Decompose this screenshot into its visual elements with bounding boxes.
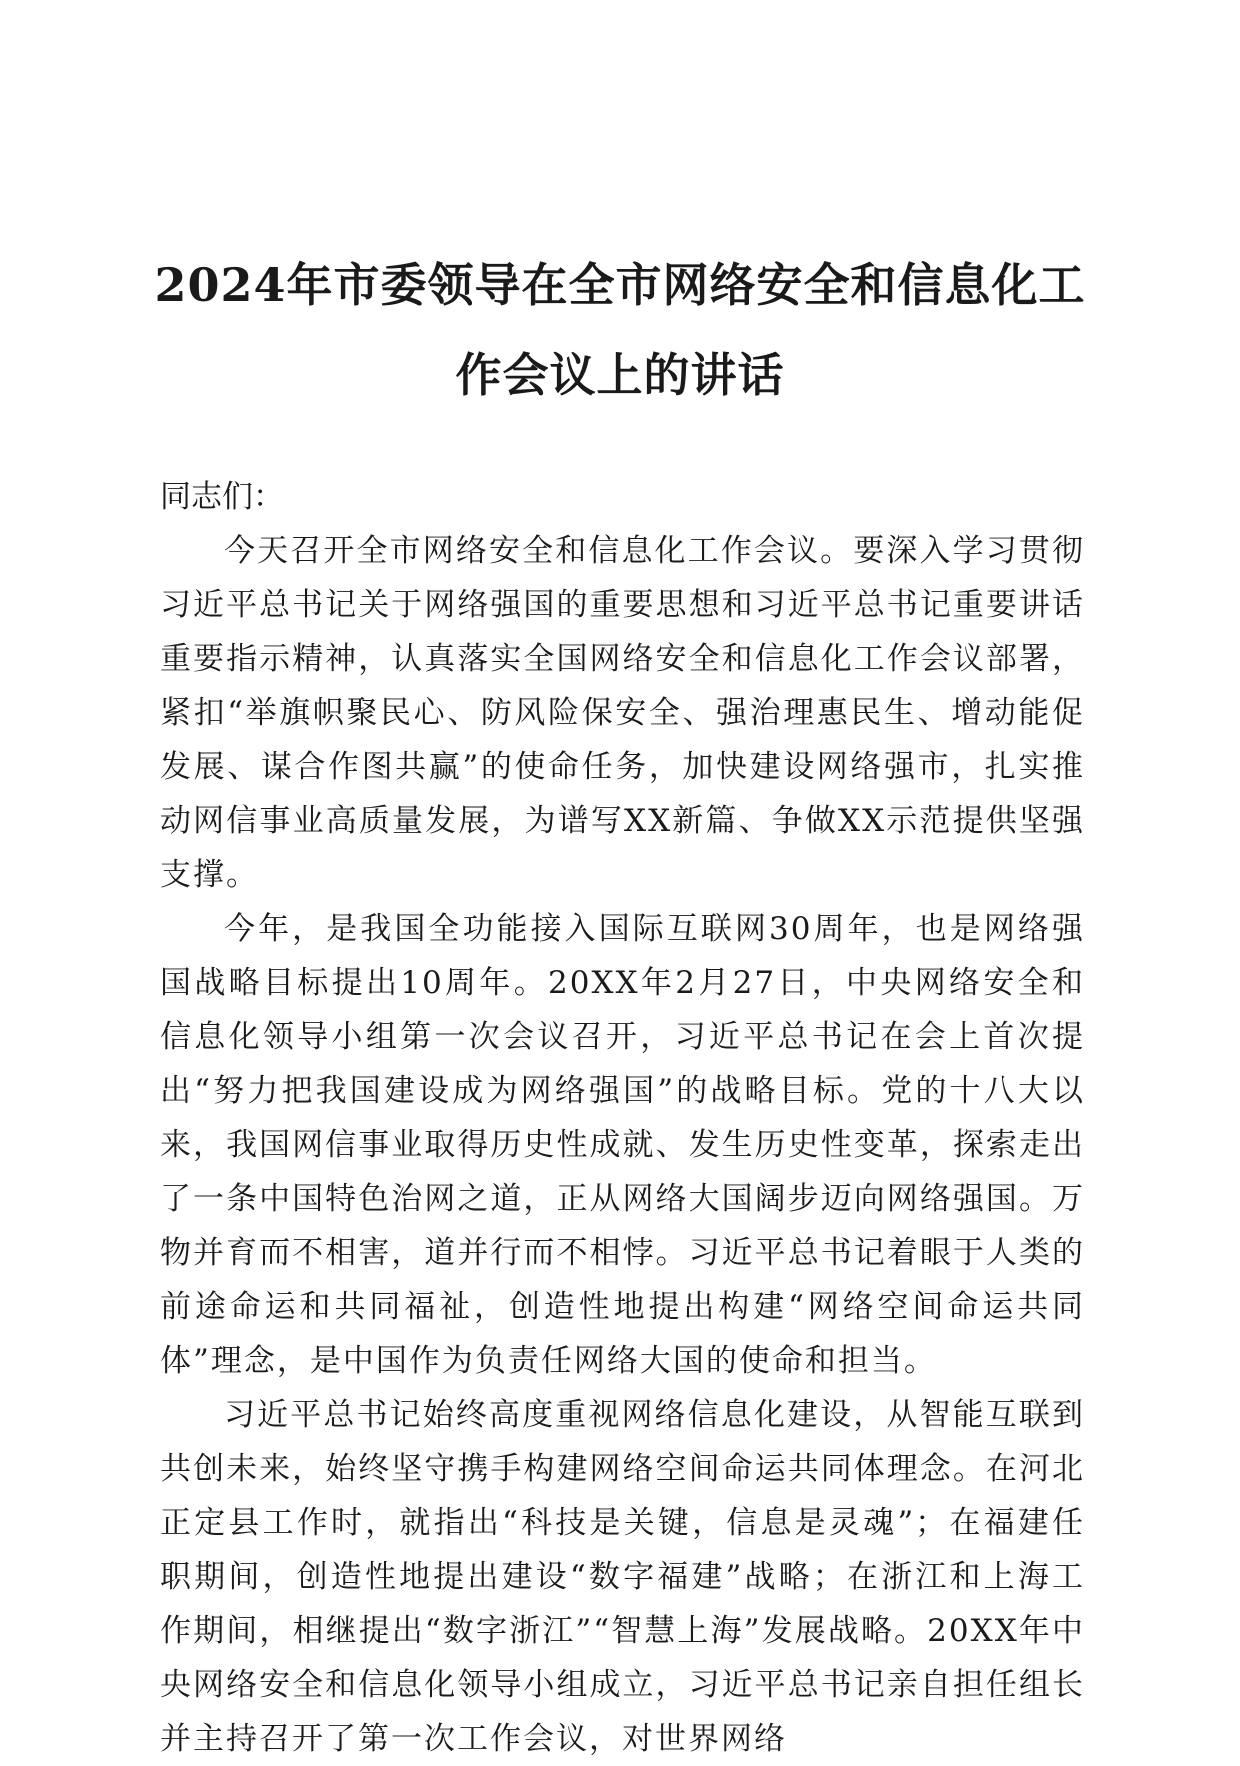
paragraph-2: 今年，是我国全功能接入国际互联网30周年，也是网络强国战略目标提出10周年。20XX年2月27日，中央网络安全和信息化领导小组第一次会议召开，习近平总书记在会上首次提出“努力把我国建设成为网络强国”的战略目标。党的十八大以来，我国网信事业取得历史性成就、发生历史性变革，探索走出了一条中国特色治网之道，正从网络大国阔步迈向网络强国。万物并育而不相害，道并行而不相悖。习近平总书记着眼于人类的前途命运和共同福祉，创造性地提出构建“网络空间命运共同体”理念，是中国作为负责任网络大国的使命和担当。 (160, 911, 1085, 1379)
document-title (150, 240, 1090, 420)
title-line-2: 作会议上的讲话 (455, 348, 785, 402)
paragraph-1: 今天召开全市网络安全和信息化工作会议。要深入学习贯彻习近平总书记关于网络强国的重要思想和习近平总书记重要讲话重要指示精神，认真落实全国网络安全和信息化工作会议部署，紧扣“举旗帜聚民心、防风险保安全、强治理惠民生、增动能促发展、谋合作图共赢”的使命任务，加快建设网络强市，扎实推动网信事业高质量发展，为谱写XX新篇、争做XX示范提供坚强支撑。 (160, 533, 1085, 893)
salutation: 同志们： (160, 479, 284, 515)
paragraph-3: 习近平总书记始终高度重视网络信息化建设，从智能互联到共创未来，始终坚守携手构建网络空间命运共同体理念。在河北正定县工作时，就指出“科技是关键，信息是灵魂”；在福建任职期间，创造性地提出建设“数字福建”战略；在浙江和上海工作期间，相继提出“数字浙江”“智慧上海”发展战略。20XX年中央网络安全和信息化领导小组成立，习近平总书记亲自担任组长并主持召开了第一次工作会议，对世界网络 (160, 1397, 1085, 1757)
title-line-1: 2024年市委领导在全市网络安全和信息化工 (154, 258, 1086, 312)
document-body (160, 470, 1085, 1766)
